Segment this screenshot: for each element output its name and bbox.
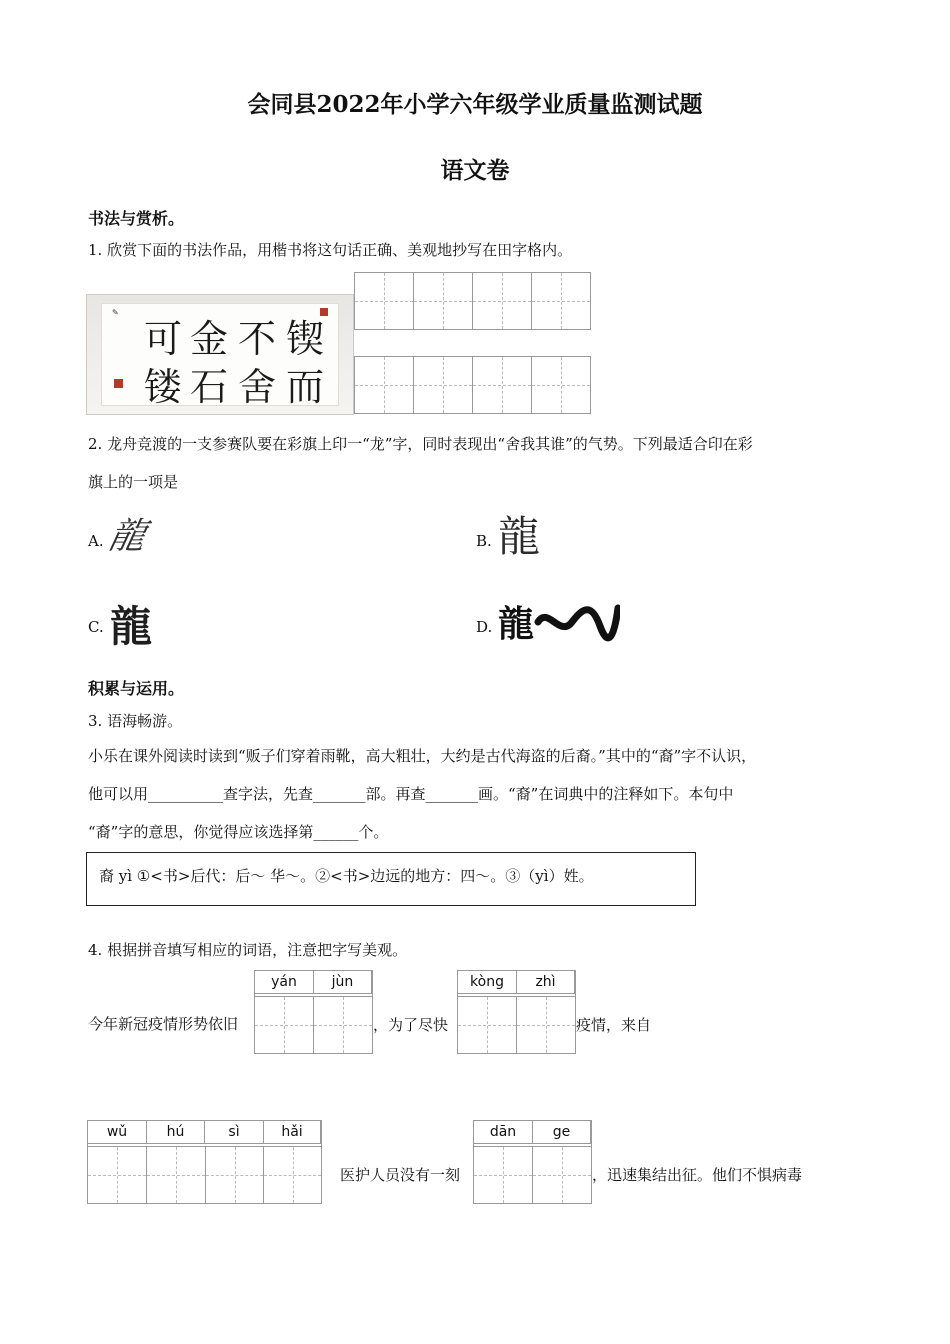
option-c-label[interactable]: C. xyxy=(88,618,104,636)
calligraphy-char: 镂 xyxy=(144,365,183,409)
writing-cell[interactable] xyxy=(87,1146,147,1204)
page-subtitle: 语文卷 xyxy=(440,157,510,184)
pinyin-label: dān xyxy=(474,1121,533,1143)
option-b-label[interactable]: B. xyxy=(476,532,492,550)
question-2-line2: 旗上的一项是 xyxy=(88,473,179,491)
calligraphy-char: 舍 xyxy=(238,365,277,409)
pinyin-label: kòng xyxy=(458,971,517,993)
writing-cell[interactable] xyxy=(532,1146,592,1204)
writing-cell[interactable] xyxy=(472,272,532,330)
pinyin-label: sì xyxy=(205,1121,264,1143)
question-3-line2: 他可以用__________查字法，先查_______部。再查_______画。“裔”在词典中的注释如下。本句中 xyxy=(88,785,734,803)
question-4-title: 4. 根据拼音填写相应的词语，注意把字写美观。 xyxy=(88,941,408,959)
page-title: 会同县2022年小学六年级学业质量监测试题 xyxy=(247,91,703,118)
question-1: 1. 欣赏下面的书法作品，用楷书将这句话正确、美观地抄写在田字格内。 xyxy=(88,241,573,259)
writing-cell[interactable] xyxy=(254,996,314,1054)
fill-line2-mid: 医护人员没有一刻 xyxy=(340,1166,461,1184)
pinyin-label: hǎi xyxy=(264,1121,321,1143)
option-c-dragon-image: 龍 xyxy=(110,602,153,651)
writing-cell[interactable] xyxy=(473,1146,533,1204)
calligraphy-char: 石 xyxy=(190,365,229,409)
seal-mark xyxy=(114,379,123,388)
question-3-line3: “裔”字的意思，你觉得应该选择第______个。 xyxy=(88,823,389,841)
calligraphy-inscription-left: ✎ xyxy=(112,308,119,317)
writing-cell[interactable] xyxy=(531,356,591,414)
pinyin-row-kongzhi xyxy=(457,970,576,996)
writing-cell[interactable] xyxy=(472,356,532,414)
calligraphy-artwork xyxy=(86,294,354,415)
section-heading-accumulation: 积累与运用。 xyxy=(88,679,185,698)
writing-cell[interactable] xyxy=(354,356,414,414)
writing-cell[interactable] xyxy=(531,272,591,330)
calligraphy-char: 金 xyxy=(190,317,229,361)
writing-cell[interactable] xyxy=(516,996,576,1054)
writing-cell[interactable] xyxy=(263,1146,322,1204)
pinyin-label: hú xyxy=(147,1121,205,1143)
pinyin-row-dange xyxy=(473,1120,592,1146)
writing-cell[interactable] xyxy=(313,996,373,1054)
question-2-line1: 2. 龙舟竞渡的一支参赛队要在彩旗上印一“龙”字，同时表现出“舍我其谁”的气势。下列最适合印在彩 xyxy=(88,435,753,453)
option-d-label[interactable]: D. xyxy=(476,618,493,636)
writing-cell[interactable] xyxy=(457,996,517,1054)
question-3-line1: 小乐在课外阅读时读到“贩子们穿着雨靴，高大粗壮，大约是古代海盗的后裔。”其中的“裔”字不认识， xyxy=(88,747,757,765)
option-a-label[interactable]: A. xyxy=(88,532,104,550)
fill-line1-prefix: 今年新冠疫情形势依旧 xyxy=(88,1015,239,1033)
calligraphy-char: 可 xyxy=(144,317,183,361)
writing-cell[interactable] xyxy=(413,356,473,414)
option-a-dragon-image: 龍 xyxy=(105,516,150,557)
calligraphy-char: 锲 xyxy=(286,317,325,361)
fill-line2-suffix: ，迅速集结出征。他们不惧病毒 xyxy=(592,1166,803,1184)
pinyin-row-wuhusihai xyxy=(87,1120,322,1146)
pinyin-label: zhì xyxy=(517,971,575,993)
writing-cell[interactable] xyxy=(205,1146,264,1204)
dictionary-entry-text: 裔 yì ①<书>后代：后～ 华～。②<书>边远的地方：四～。③（yì）姓。 xyxy=(99,867,594,885)
pinyin-row-yanjun xyxy=(254,970,373,996)
calligraphy-char: 不 xyxy=(238,317,277,361)
option-d-brush-stroke xyxy=(534,598,620,644)
pinyin-label: wǔ xyxy=(88,1121,147,1143)
dictionary-entry-box xyxy=(86,852,696,906)
pinyin-label: jùn xyxy=(314,971,372,993)
question-3-title: 3. 语海畅游。 xyxy=(88,712,183,730)
writing-cell[interactable] xyxy=(146,1146,206,1204)
calligraphy-char: 而 xyxy=(286,365,325,409)
fill-line1-suffix: 疫情，来自 xyxy=(576,1016,652,1034)
section-heading-calligraphy: 书法与赏析。 xyxy=(88,209,185,228)
option-d-dragon-image: 龍 xyxy=(498,603,535,645)
writing-cell[interactable] xyxy=(354,272,414,330)
option-b-dragon-image: 龍 xyxy=(498,512,541,561)
pinyin-label: yán xyxy=(255,971,314,993)
pinyin-label: ge xyxy=(533,1121,591,1143)
fill-line1-mid: ，为了尽快 xyxy=(373,1016,449,1034)
writing-cell[interactable] xyxy=(413,272,473,330)
